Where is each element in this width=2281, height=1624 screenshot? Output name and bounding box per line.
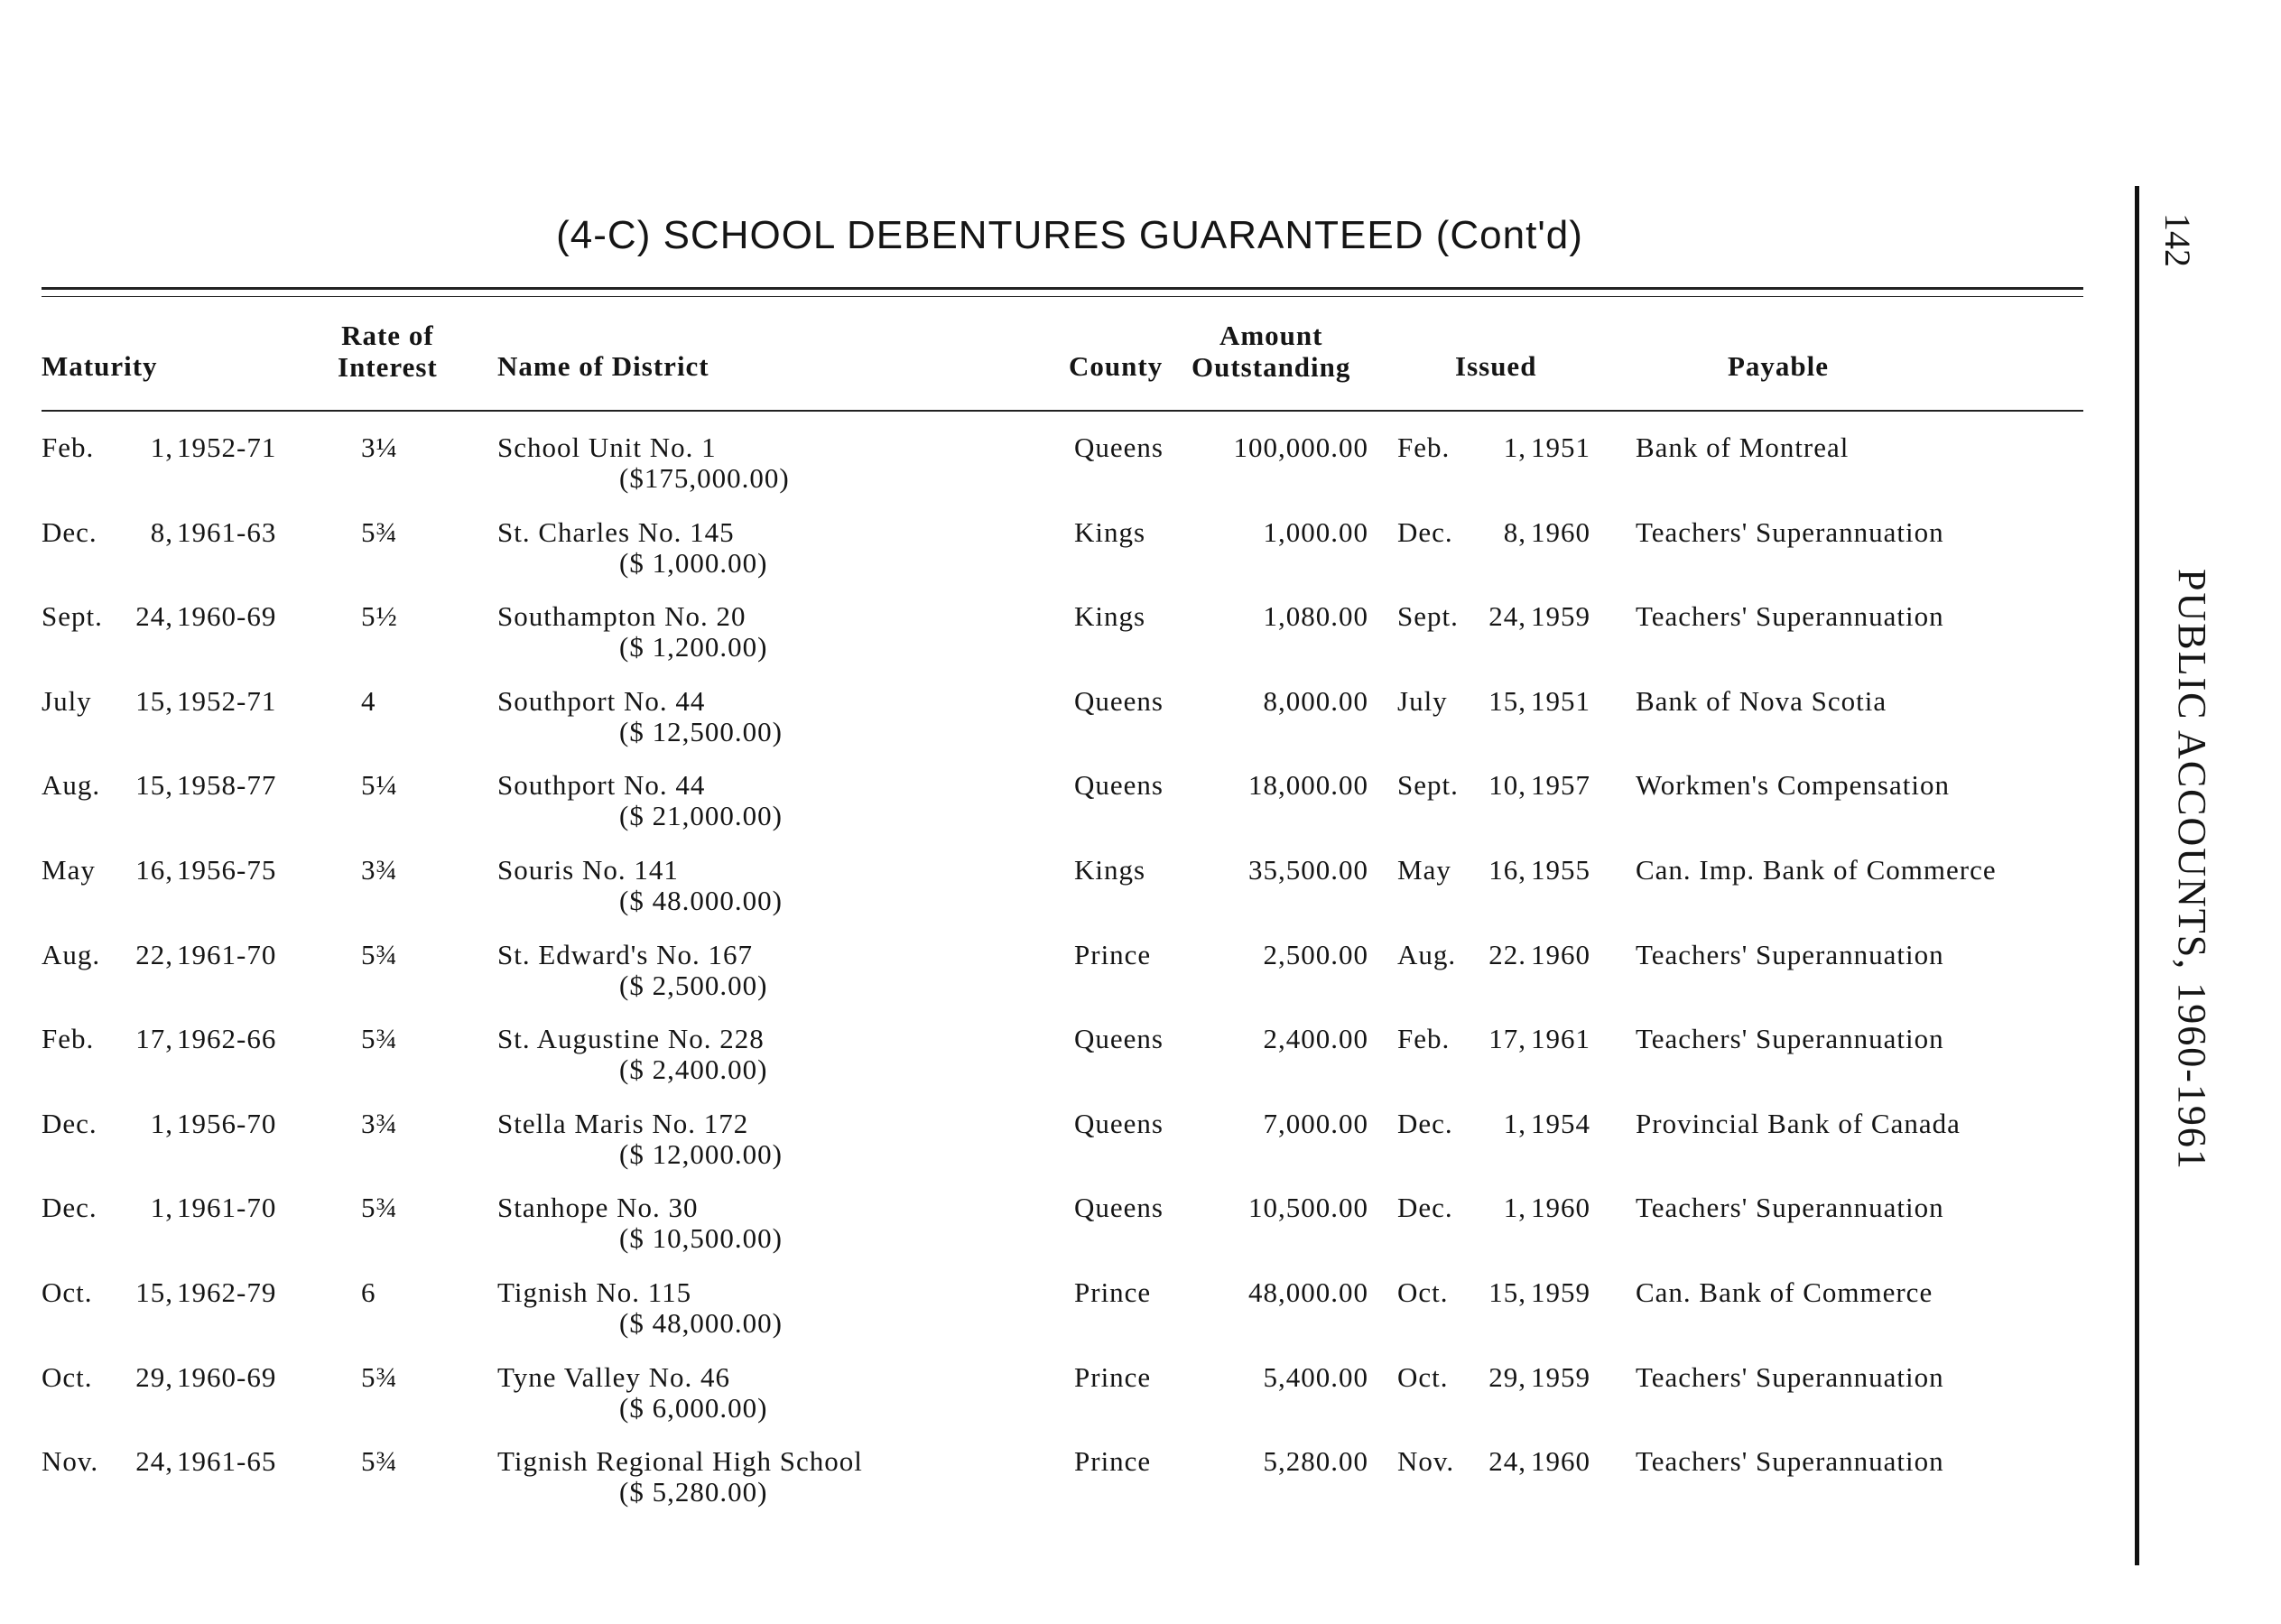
payable: Teachers' Superannuation	[1636, 1445, 1944, 1477]
maturity-day: 1,	[150, 432, 173, 463]
issued-year: 1959	[1531, 1276, 1590, 1308]
maturity-day: 1,	[150, 1108, 173, 1139]
table-row	[0, 685, 2112, 766]
payable: Bank of Montreal	[1636, 432, 1850, 463]
amount-outstanding: 2,400.00	[1263, 1023, 1368, 1054]
payable: Teachers' Superannuation	[1636, 516, 1944, 548]
original-amount: ($ 2,500.00)	[619, 970, 768, 1001]
maturity-day: 24,	[135, 1445, 173, 1477]
maturity-years: 1962-66	[177, 1023, 277, 1054]
original-amount: ($ 21,000.00)	[619, 800, 783, 831]
amount-outstanding: 2,500.00	[1263, 939, 1368, 970]
district-name: School Unit No. 1	[497, 432, 717, 463]
county: Kings	[1074, 600, 1146, 632]
issued-year: 1960	[1531, 1192, 1590, 1223]
amount-outstanding: 10,500.00	[1248, 1192, 1368, 1223]
maturity-years: 1956-70	[177, 1108, 277, 1139]
county: Prince	[1074, 1361, 1152, 1393]
payable: Workmen's Compensation	[1636, 769, 1950, 801]
issued-day: 16,	[1488, 854, 1526, 886]
district-name: St. Charles No. 145	[497, 516, 735, 548]
page-title: (4-C) SCHOOL DEBENTURES GUARANTEED (Cont'd)	[556, 213, 1583, 257]
issued-day: 24,	[1488, 1445, 1526, 1477]
payable: Teachers' Superannuation	[1636, 1023, 1944, 1054]
amount-outstanding: 35,500.00	[1248, 854, 1368, 886]
column-header-rate-line2: Interest	[338, 351, 438, 383]
original-amount: ($ 1,200.00)	[619, 631, 768, 663]
issued-day: 10,	[1488, 769, 1526, 801]
amount-outstanding: 1,080.00	[1263, 600, 1368, 632]
amount-outstanding: 1,000.00	[1263, 516, 1368, 548]
county: Prince	[1074, 939, 1152, 970]
district-name: Southampton No. 20	[497, 600, 746, 632]
table-row	[0, 1023, 2112, 1104]
district-name: Southport No. 44	[497, 685, 706, 717]
interest-rate: 5¾	[361, 516, 398, 548]
maturity-day: 8,	[150, 516, 173, 548]
issued-month: Nov.	[1397, 1445, 1455, 1477]
column-header-issued: Issued	[1455, 350, 1537, 382]
original-amount: ($ 2,400.00)	[619, 1053, 768, 1085]
district-name: St. Augustine No. 228	[497, 1023, 765, 1054]
interest-rate: 5¼	[361, 769, 398, 801]
maturity-month: Dec.	[42, 1108, 97, 1139]
original-amount: ($175,000.00)	[619, 462, 790, 494]
amount-outstanding: 7,000.00	[1263, 1108, 1368, 1139]
table-row	[0, 769, 2112, 850]
original-amount: ($ 1,000.00)	[619, 547, 768, 579]
issued-day: 1,	[1503, 1108, 1526, 1139]
maturity-month: Oct.	[42, 1361, 93, 1393]
county: Kings	[1074, 854, 1146, 886]
interest-rate: 6	[361, 1276, 376, 1308]
issued-month: Oct.	[1397, 1361, 1449, 1393]
running-title: PUBLIC ACCOUNTS, 1960-1961	[2170, 569, 2214, 1171]
original-amount: ($ 10,500.00)	[619, 1222, 783, 1254]
page-number: 142	[2157, 213, 2198, 267]
original-amount: ($ 6,000.00)	[619, 1392, 768, 1424]
issued-year: 1951	[1531, 685, 1590, 717]
payable: Can. Imp. Bank of Commerce	[1636, 854, 1997, 886]
maturity-years: 1960-69	[177, 600, 277, 632]
table-row	[0, 1445, 2112, 1527]
maturity-month: Dec.	[42, 1192, 97, 1223]
issued-day: 1,	[1503, 1192, 1526, 1223]
payable: Can. Bank of Commerce	[1636, 1276, 1933, 1308]
county: Queens	[1074, 432, 1164, 463]
issued-day: 22.	[1488, 939, 1526, 970]
payable: Provincial Bank of Canada	[1636, 1108, 1961, 1139]
interest-rate: 4	[361, 685, 376, 717]
issued-day: 17,	[1488, 1023, 1526, 1054]
amount-outstanding: 100,000.00	[1233, 432, 1368, 463]
table-row	[0, 1361, 2112, 1443]
header-top-rule-thin	[42, 296, 2083, 297]
payable: Teachers' Superannuation	[1636, 939, 1944, 970]
interest-rate: 5¾	[361, 1023, 398, 1054]
district-name: Southport No. 44	[497, 769, 706, 801]
issued-month: July	[1397, 685, 1448, 717]
column-header-amount-line1: Amount	[1219, 320, 1323, 351]
table-row	[0, 854, 2112, 935]
table-row	[0, 516, 2112, 598]
district-name: Tignish No. 115	[497, 1276, 692, 1308]
table-row	[0, 1276, 2112, 1358]
maturity-day: 24,	[135, 600, 173, 632]
interest-rate: 5¾	[361, 939, 398, 970]
maturity-month: Aug.	[42, 939, 101, 970]
maturity-years: 1952-71	[177, 432, 277, 463]
maturity-years: 1962-79	[177, 1276, 277, 1308]
maturity-day: 17,	[135, 1023, 173, 1054]
payable: Teachers' Superannuation	[1636, 600, 1944, 632]
column-header-county: County	[1069, 350, 1164, 382]
maturity-month: Aug.	[42, 769, 101, 801]
interest-rate: 5¾	[361, 1192, 398, 1223]
maturity-day: 1,	[150, 1192, 173, 1223]
original-amount: ($ 12,000.00)	[619, 1138, 783, 1170]
table-row	[0, 1108, 2112, 1189]
maturity-day: 16,	[135, 854, 173, 886]
maturity-month: Feb.	[42, 1023, 95, 1054]
issued-year: 1959	[1531, 600, 1590, 632]
issued-month: Dec.	[1397, 1192, 1453, 1223]
payable: Teachers' Superannuation	[1636, 1361, 1944, 1393]
maturity-years: 1961-70	[177, 1192, 277, 1223]
maturity-years: 1961-65	[177, 1445, 277, 1477]
table-row	[0, 1192, 2112, 1273]
maturity-years: 1960-69	[177, 1361, 277, 1393]
column-header-amount-line2: Outstanding	[1191, 351, 1351, 383]
county: Queens	[1074, 1108, 1164, 1139]
maturity-years: 1958-77	[177, 769, 277, 801]
amount-outstanding: 48,000.00	[1248, 1276, 1368, 1308]
district-name: Souris No. 141	[497, 854, 679, 886]
maturity-day: 15,	[135, 1276, 173, 1308]
issued-day: 1,	[1503, 432, 1526, 463]
amount-outstanding: 5,280.00	[1263, 1445, 1368, 1477]
column-header-maturity: Maturity	[42, 350, 158, 382]
issued-year: 1960	[1531, 516, 1590, 548]
table-row	[0, 600, 2112, 682]
column-header-amount	[1191, 320, 1350, 383]
county: Queens	[1074, 1192, 1164, 1223]
header-top-rule	[42, 287, 2083, 290]
table-row	[0, 939, 2112, 1020]
issued-month: Aug.	[1397, 939, 1457, 970]
interest-rate: 3¾	[361, 1108, 398, 1139]
district-name: St. Edward's No. 167	[497, 939, 754, 970]
issued-month: Feb.	[1397, 1023, 1451, 1054]
maturity-month: May	[42, 854, 96, 886]
original-amount: ($ 12,500.00)	[619, 716, 783, 747]
issued-year: 1961	[1531, 1023, 1590, 1054]
header-bottom-rule	[42, 410, 2083, 412]
issued-year: 1951	[1531, 432, 1590, 463]
issued-year: 1955	[1531, 854, 1590, 886]
issued-month: Oct.	[1397, 1276, 1449, 1308]
issued-day: 24,	[1488, 600, 1526, 632]
county: Queens	[1074, 769, 1164, 801]
maturity-month: Nov.	[42, 1445, 99, 1477]
maturity-day: 29,	[135, 1361, 173, 1393]
maturity-day: 22,	[135, 939, 173, 970]
issued-day: 29,	[1488, 1361, 1526, 1393]
issued-month: May	[1397, 854, 1451, 886]
issued-month: Dec.	[1397, 516, 1453, 548]
issued-month: Sept.	[1397, 600, 1459, 632]
issued-year: 1960	[1531, 1445, 1590, 1477]
district-name: Tyne Valley No. 46	[497, 1361, 731, 1393]
issued-month: Dec.	[1397, 1108, 1453, 1139]
amount-outstanding: 8,000.00	[1263, 685, 1368, 717]
maturity-years: 1952-71	[177, 685, 277, 717]
maturity-years: 1961-70	[177, 939, 277, 970]
interest-rate: 3¾	[361, 854, 398, 886]
table-row	[0, 432, 2112, 513]
original-amount: ($ 5,280.00)	[619, 1476, 768, 1508]
district-name: Stanhope No. 30	[497, 1192, 699, 1223]
column-header-payable: Payable	[1728, 350, 1830, 382]
original-amount: ($ 48.000.00)	[619, 885, 783, 916]
amount-outstanding: 5,400.00	[1263, 1361, 1368, 1393]
maturity-month: July	[42, 685, 92, 717]
issued-year: 1960	[1531, 939, 1590, 970]
interest-rate: 5½	[361, 600, 398, 632]
margin-vertical-rule	[2135, 186, 2139, 1565]
payable: Teachers' Superannuation	[1636, 1192, 1944, 1223]
county: Prince	[1074, 1445, 1152, 1477]
payable: Bank of Nova Scotia	[1636, 685, 1887, 717]
district-name: Tignish Regional High School	[497, 1445, 863, 1477]
column-header-rate-line1: Rate of	[341, 320, 434, 351]
column-header-district: Name of District	[497, 350, 709, 382]
district-name: Stella Maris No. 172	[497, 1108, 749, 1139]
issued-day: 15,	[1488, 685, 1526, 717]
issued-day: 8,	[1503, 516, 1526, 548]
issued-year: 1959	[1531, 1361, 1590, 1393]
amount-outstanding: 18,000.00	[1248, 769, 1368, 801]
county: Prince	[1074, 1276, 1152, 1308]
maturity-years: 1961-63	[177, 516, 277, 548]
original-amount: ($ 48,000.00)	[619, 1307, 783, 1339]
issued-day: 15,	[1488, 1276, 1526, 1308]
issued-month: Sept.	[1397, 769, 1459, 801]
maturity-month: Sept.	[42, 600, 103, 632]
county: Queens	[1074, 1023, 1164, 1054]
issued-month: Feb.	[1397, 432, 1451, 463]
issued-year: 1954	[1531, 1108, 1590, 1139]
interest-rate: 5¾	[361, 1361, 398, 1393]
maturity-day: 15,	[135, 685, 173, 717]
maturity-years: 1956-75	[177, 854, 277, 886]
issued-year: 1957	[1531, 769, 1590, 801]
interest-rate: 5¾	[361, 1445, 398, 1477]
county: Queens	[1074, 685, 1164, 717]
maturity-month: Dec.	[42, 516, 97, 548]
maturity-month: Feb.	[42, 432, 95, 463]
county: Kings	[1074, 516, 1146, 548]
column-header-rate	[338, 320, 438, 383]
maturity-day: 15,	[135, 769, 173, 801]
interest-rate: 3¼	[361, 432, 398, 463]
maturity-month: Oct.	[42, 1276, 93, 1308]
